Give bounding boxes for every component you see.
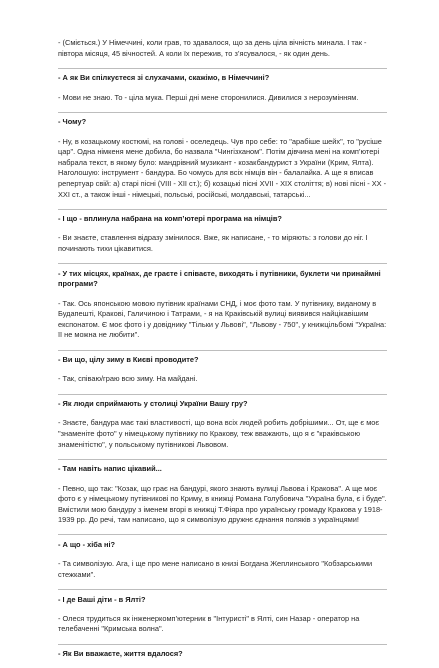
question-4: - У тих місцях, країнах, де граєте і співаєте, виходять і путівники, буклети чи принаймні програми? bbox=[58, 268, 381, 289]
answer-6: - Знаєте, бандура має такі властивості, що вона всіх людей робить добрішими... От, ще є моє "знаменіте фото" у німецькому путівнику по Кракову, теж вважають, що я є "краківською знаменітістю", у польському путівникові Львовом. bbox=[58, 418, 380, 449]
divider bbox=[58, 394, 387, 395]
divider bbox=[58, 350, 387, 351]
qa-3 bbox=[58, 214, 387, 264]
divider bbox=[58, 112, 387, 113]
divider bbox=[58, 644, 387, 645]
answer-9: - Олеся трудиться як інженеркомп’ютерник в "Інтуристі" в Ялті, син Назар - оператор на телебаченні "Кримська волна". bbox=[58, 613, 360, 634]
answer-2: - Ну, в козацькому костюмі, на голові - оселедець. Чув про себе: то "арабіше шейх", то "русіше цар". Одна німкеня мене добила, бо назвала "Чингізханом". Потім дівчина мені на комп’ютері набрала текст, в якому було: мандрівний музикант - козакбандурист з України (Крим, Ялта). Наголошую: інструмент - бандура. Бо чомусь для всіх німців він - балалайка. А ще я вписав репертуар свій: а) старі пісні (VIII - XII ст.); б) козацькі пісні XVII - XIX століття; в) нові пісні - XX - XXI ст., а також інші - німецькі, польські, російські, молдавські, татарські... bbox=[58, 136, 387, 199]
qa-5 bbox=[58, 355, 387, 394]
question-8: - А що - хіба ні? bbox=[58, 540, 116, 550]
qa-1 bbox=[58, 73, 387, 112]
intro-paragraph: - (Сміється.) У Німеччині, коли грав, то здавалося, що за день ціла вічність минала. І так - півтора місяця, 45 вічностей. А коли їх пережив, то з’ясувалося, - як один день. bbox=[58, 38, 367, 58]
qa-8 bbox=[58, 540, 387, 590]
qa-6 bbox=[58, 399, 387, 460]
qa-10 bbox=[58, 649, 387, 660]
divider bbox=[58, 534, 387, 535]
question-10: - Як Ви вважаєте, життя вдалося? bbox=[58, 649, 183, 659]
answer-3: - Ви знаєте, ставлення відразу змінилося. Вже, як написане, - то міряють: з голови до ніг. І починають тихи цікавитися. bbox=[58, 233, 368, 254]
qa-7 bbox=[58, 464, 387, 535]
divider bbox=[58, 459, 387, 460]
question-7: - Там навіть напис цікавий... bbox=[58, 464, 162, 474]
divider bbox=[58, 68, 387, 69]
question-3: - І що - вплинула набрана на комп’ютері програма на німців? bbox=[58, 214, 282, 224]
answer-4: - Так. Ось японською мовою путівник країнами СНД, і моє фото там. У путівнику, виданому в Будапешті, Кракові, Галичиною і Татрами, - я на Краківській вулиці виявився найцікавішим експонатом. Є моє фото і у довіднику "Тільки у Львові", "Львову - 750", у книжцільбомі "Україна: її не можна не любити". bbox=[58, 298, 387, 340]
question-9: - І де Ваші діти - в Ялті? bbox=[58, 594, 146, 604]
qa-4 bbox=[58, 269, 387, 351]
answer-7: - Певно, що так: "Козак, що грає на бандурі, якого знають вулиці Львова і Кракова". А ще моє фото є у німецькому путівникові по Криму, в книжці Романа Голубовича "Україна була, є і буде". Вмістили мою бандуру з іменем вгорі в книжці Т.Фіяра про українську громаду Кракова у 1918-1939 рр. До речі, там написано, що я символізую дружнє єднання поляків з українцями! bbox=[58, 483, 387, 525]
answer-5: - Так, співаю/граю всю зиму. На майдані. bbox=[58, 374, 198, 384]
answer-1: - Мови не знаю. То - ціла мука. Перші дні мене сторонилися. Дивилися з нерозумінням. bbox=[58, 92, 359, 102]
answer-8: - Та символізую. Ага, і ще про мене написано в книзі Богдана Жеплинського "Кобзарськими стежками". bbox=[58, 559, 373, 579]
divider bbox=[58, 263, 387, 264]
document-page bbox=[58, 38, 387, 668]
question-5: - Ви що, цілу зиму в Києві проводите? bbox=[58, 355, 199, 365]
question-6: - Як люди сприймають у столиці України Вашу гру? bbox=[58, 399, 248, 409]
question-1: - А як Ви спілкуєтеся зі слухачами, скажімо, в Німеччині? bbox=[58, 73, 270, 83]
divider bbox=[58, 209, 387, 210]
qa-2 bbox=[58, 117, 387, 209]
question-2: - Чому? bbox=[58, 117, 87, 127]
divider bbox=[58, 589, 387, 590]
